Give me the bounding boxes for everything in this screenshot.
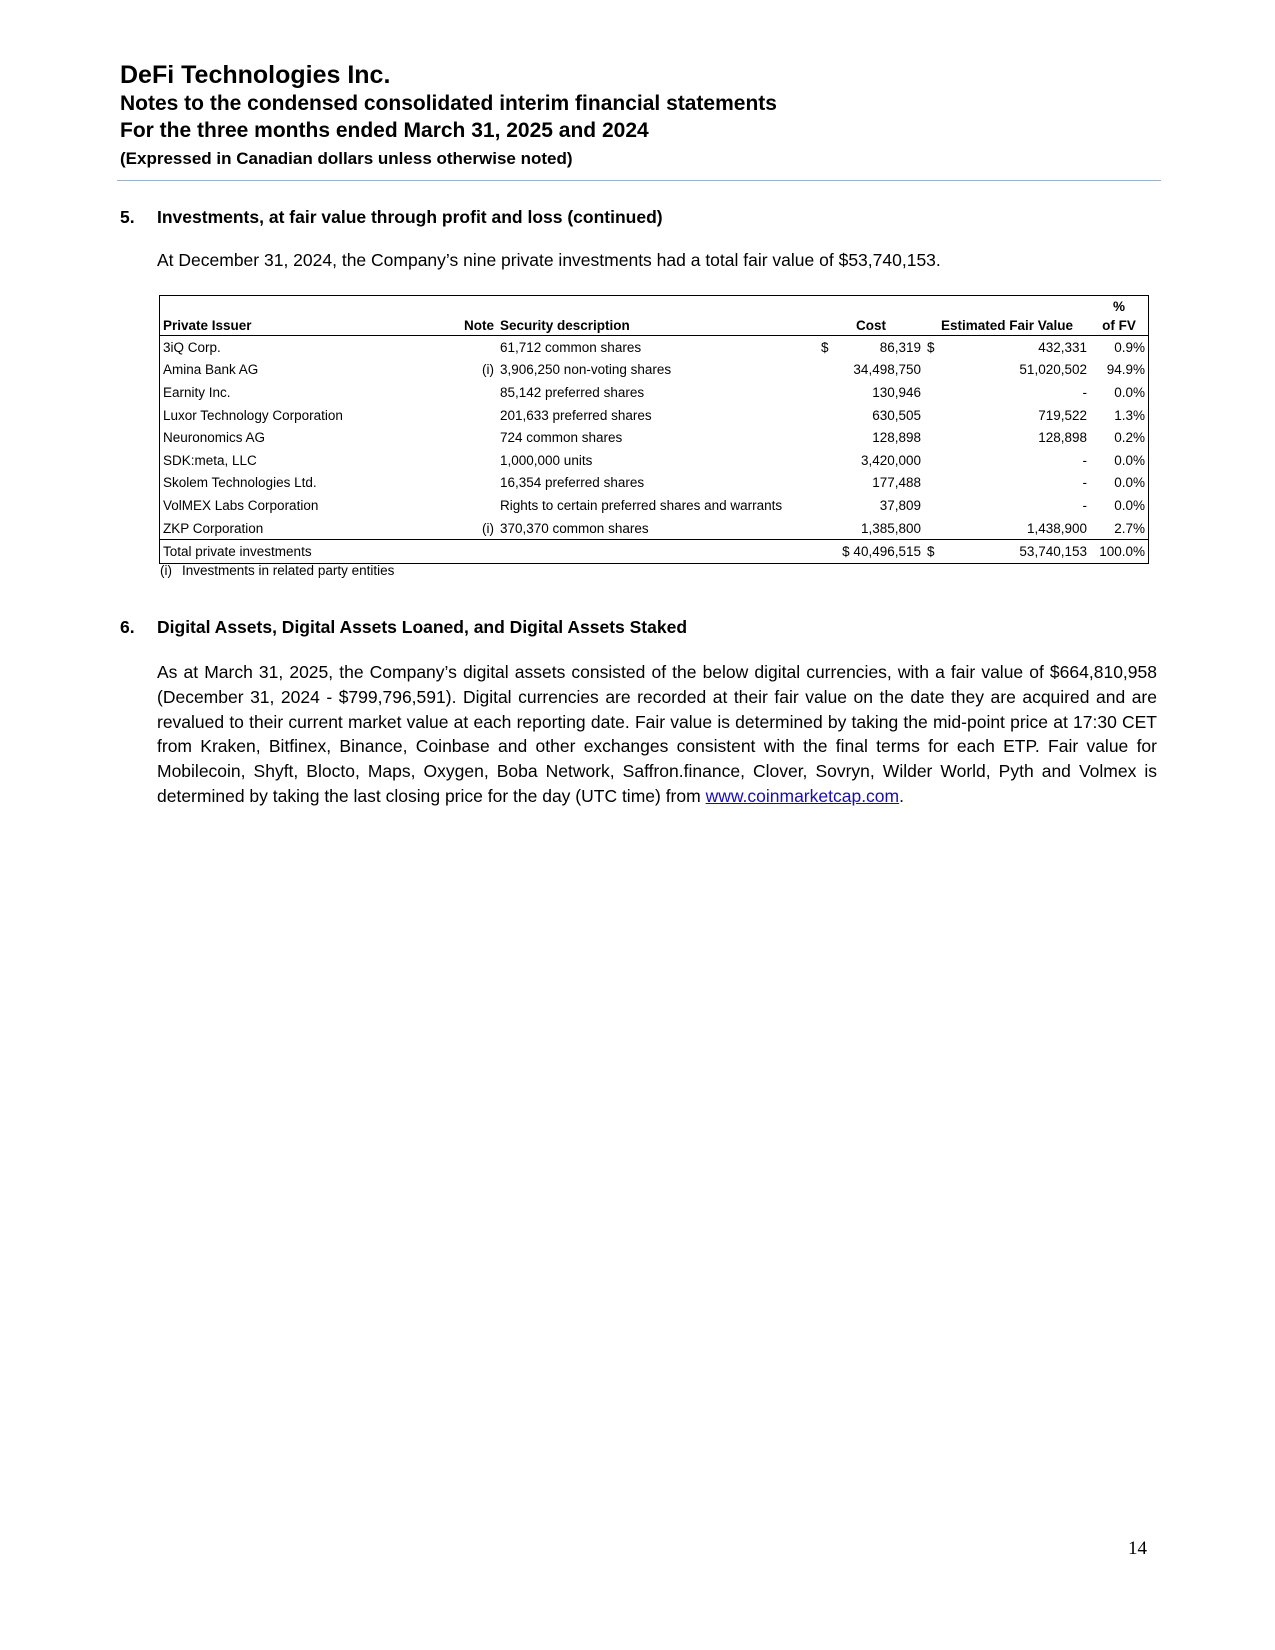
total-fv-value: 53,740,153 <box>1019 544 1087 560</box>
cell-fair-value <box>924 381 1090 404</box>
cell-cost-value: 34,498,750 <box>853 362 921 378</box>
cell-fv-value: 1,438,900 <box>1026 520 1087 536</box>
cell-description: 370,370 common shares <box>500 520 649 536</box>
table-row <box>160 426 1149 449</box>
cell-cost <box>818 404 924 427</box>
cell-pct: 0.0% <box>1114 475 1145 491</box>
cell-pct: 0.2% <box>1114 430 1145 446</box>
cell-fair-value <box>924 472 1090 495</box>
footnote-marker: (i) <box>160 563 172 578</box>
period-title: For the three months ended March 31, 2025 and 2024 <box>120 119 649 142</box>
section-5-intro: At December 31, 2024, the Company’s nine private investments had a total fair value of $53,740,153. <box>157 250 941 270</box>
header-pct-symbol: % <box>1112 299 1125 314</box>
cell-issuer: 3iQ Corp. <box>163 339 221 355</box>
cell-cost-value: 128,898 <box>872 430 921 446</box>
section-6-text: As at March 31, 2025, the Company’s digital assets consisted of the below digital currencies, with a fair value of $664,810,958 (December 31, 2024 - $799,796,591). Digital currencies are recorded at their fair value on the date they are acquired and are revalued to their current market value at each reporting date. Fair value is determined by taking the mid-point price at 17:30 CET from Kraken, Bitfinex, Binance, Coinbase and other exchanges consistent with the final terms for each ETP. Fair value for Mobilecoin, Shyft, Blocto, Maps, Oxygen, Boba Network, Saffron.finance, Clover, Sovryn, Wilder World, Pyth and Volmex is determined by taking the last closing price for the day (UTC time) from <box>157 662 1157 806</box>
cell-description: 3,906,250 non-voting shares <box>500 362 672 378</box>
cell-description: 16,354 preferred shares <box>500 475 645 491</box>
cell-pct: 0.0% <box>1114 452 1145 468</box>
page-number: 14 <box>1128 1538 1147 1559</box>
cell-description: 61,712 common shares <box>500 339 642 355</box>
cell-fv-value: 128,898 <box>1038 430 1087 446</box>
cell-description: Rights to certain preferred shares and warrants <box>500 497 783 513</box>
cell-pct: 0.0% <box>1114 497 1145 513</box>
cell-issuer: SDK:meta, LLC <box>163 452 257 468</box>
cell-fv-value: 51,020,502 <box>1019 362 1087 378</box>
cell-pct: 1.3% <box>1114 407 1145 423</box>
cell-cost-symbol: $ <box>821 339 829 355</box>
table-row <box>160 472 1149 495</box>
cell-issuer: Skolem Technologies Ltd. <box>163 475 317 491</box>
section-6-title: Digital Assets, Digital Assets Loaned, and Digital Assets Staked <box>157 617 688 637</box>
cell-pct: 0.9% <box>1114 339 1145 355</box>
cell-pct: 94.9% <box>1106 362 1145 378</box>
total-fv-symbol: $ <box>927 544 935 560</box>
cell-pct: 2.7% <box>1114 520 1145 536</box>
total-fair-value <box>924 540 1090 564</box>
section-6-heading <box>120 617 687 638</box>
cell-cost <box>818 472 924 495</box>
cell-cost-value: 37,809 <box>879 497 921 513</box>
table-row <box>160 404 1149 427</box>
table-row <box>160 494 1149 517</box>
cell-issuer: Luxor Technology Corporation <box>163 407 343 423</box>
table-header-row-top <box>160 296 1149 315</box>
cell-fair-value <box>924 404 1090 427</box>
cell-description: 724 common shares <box>500 430 623 446</box>
document-header <box>120 60 1160 172</box>
cell-fv-value: - <box>1082 475 1087 491</box>
cell-cost-value: 630,505 <box>872 407 921 423</box>
header-pct-of-fv: of FV <box>1090 314 1149 336</box>
cell-note <box>446 381 497 404</box>
cell-issuer: VolMEX Labs Corporation <box>163 497 319 513</box>
cell-cost <box>818 494 924 517</box>
cell-cost <box>818 336 924 359</box>
section-6-trailing: . <box>899 785 904 806</box>
table-row <box>160 336 1149 359</box>
cell-cost <box>818 449 924 472</box>
header-private-issuer: Private Issuer <box>160 314 447 336</box>
cell-note <box>446 404 497 427</box>
header-divider <box>117 180 1161 181</box>
cell-fv-value: 432,331 <box>1038 339 1087 355</box>
cell-note <box>446 494 497 517</box>
cell-pct: 0.0% <box>1114 384 1145 400</box>
cell-fv-symbol: $ <box>927 339 935 355</box>
cell-cost <box>818 517 924 540</box>
cell-cost <box>818 359 924 382</box>
cell-note <box>446 449 497 472</box>
cell-issuer: Earnity Inc. <box>163 384 231 400</box>
total-cost: $ 40,496,515 <box>818 540 924 564</box>
cell-fv-value: - <box>1082 497 1087 513</box>
footnote-text: Investments in related party entities <box>182 563 395 578</box>
cell-fair-value <box>924 494 1090 517</box>
table-row <box>160 359 1149 382</box>
total-row <box>160 540 1149 564</box>
cell-fair-value <box>924 449 1090 472</box>
cell-fair-value <box>924 426 1090 449</box>
cell-note <box>446 426 497 449</box>
table-body <box>160 336 1149 564</box>
coinmarketcap-link[interactable]: www.coinmarketcap.com <box>705 785 900 806</box>
cell-cost-value: 86,319 <box>879 339 921 355</box>
cell-fair-value <box>924 517 1090 540</box>
section-5-number: 5. <box>120 207 135 227</box>
cell-description: 201,633 preferred shares <box>500 407 652 423</box>
section-5-heading <box>120 207 663 228</box>
table-row <box>160 517 1149 540</box>
cell-description: 85,142 preferred shares <box>500 384 645 400</box>
cell-fv-value: - <box>1082 384 1087 400</box>
table-row <box>160 381 1149 404</box>
cell-issuer: Amina Bank AG <box>163 362 259 378</box>
cell-note <box>446 336 497 359</box>
cell-note: (i) <box>482 362 494 378</box>
header-cost: Cost <box>818 314 924 336</box>
cell-fair-value <box>924 359 1090 382</box>
statement-title: Notes to the condensed consolidated interim financial statements <box>120 92 777 115</box>
cell-cost <box>818 426 924 449</box>
cell-note <box>446 472 497 495</box>
cell-cost-value: 1,385,800 <box>860 520 921 536</box>
cell-fv-value: - <box>1082 452 1087 468</box>
cell-cost <box>818 381 924 404</box>
header-note: Note <box>446 314 497 336</box>
company-name: DeFi Technologies Inc. <box>120 61 391 89</box>
header-fair-value: Estimated Fair Value <box>924 314 1090 336</box>
cell-cost-value: 3,420,000 <box>860 452 921 468</box>
cell-fair-value <box>924 336 1090 359</box>
section-6-number: 6. <box>120 617 135 637</box>
section-5-title: Investments, at fair value through profit and loss (continued) <box>157 207 663 227</box>
cell-issuer: Neuronomics AG <box>163 430 266 446</box>
table-row <box>160 449 1149 472</box>
table-header-row <box>160 314 1149 336</box>
header-security-description: Security description <box>497 314 818 336</box>
cell-note: (i) <box>482 520 494 536</box>
cell-cost-value: 177,488 <box>872 475 921 491</box>
cell-description: 1,000,000 units <box>500 452 593 468</box>
section-6-paragraph <box>157 660 1157 809</box>
cell-issuer: ZKP Corporation <box>163 520 264 536</box>
total-label: Total private investments <box>160 540 819 564</box>
total-pct: 100.0% <box>1090 540 1149 564</box>
cell-cost-value: 130,946 <box>872 384 921 400</box>
cell-fv-value: 719,522 <box>1038 407 1087 423</box>
currency-note: (Expressed in Canadian dollars unless otherwise noted) <box>120 149 573 168</box>
private-investments-table <box>159 295 1149 564</box>
table-footnote <box>160 563 394 578</box>
